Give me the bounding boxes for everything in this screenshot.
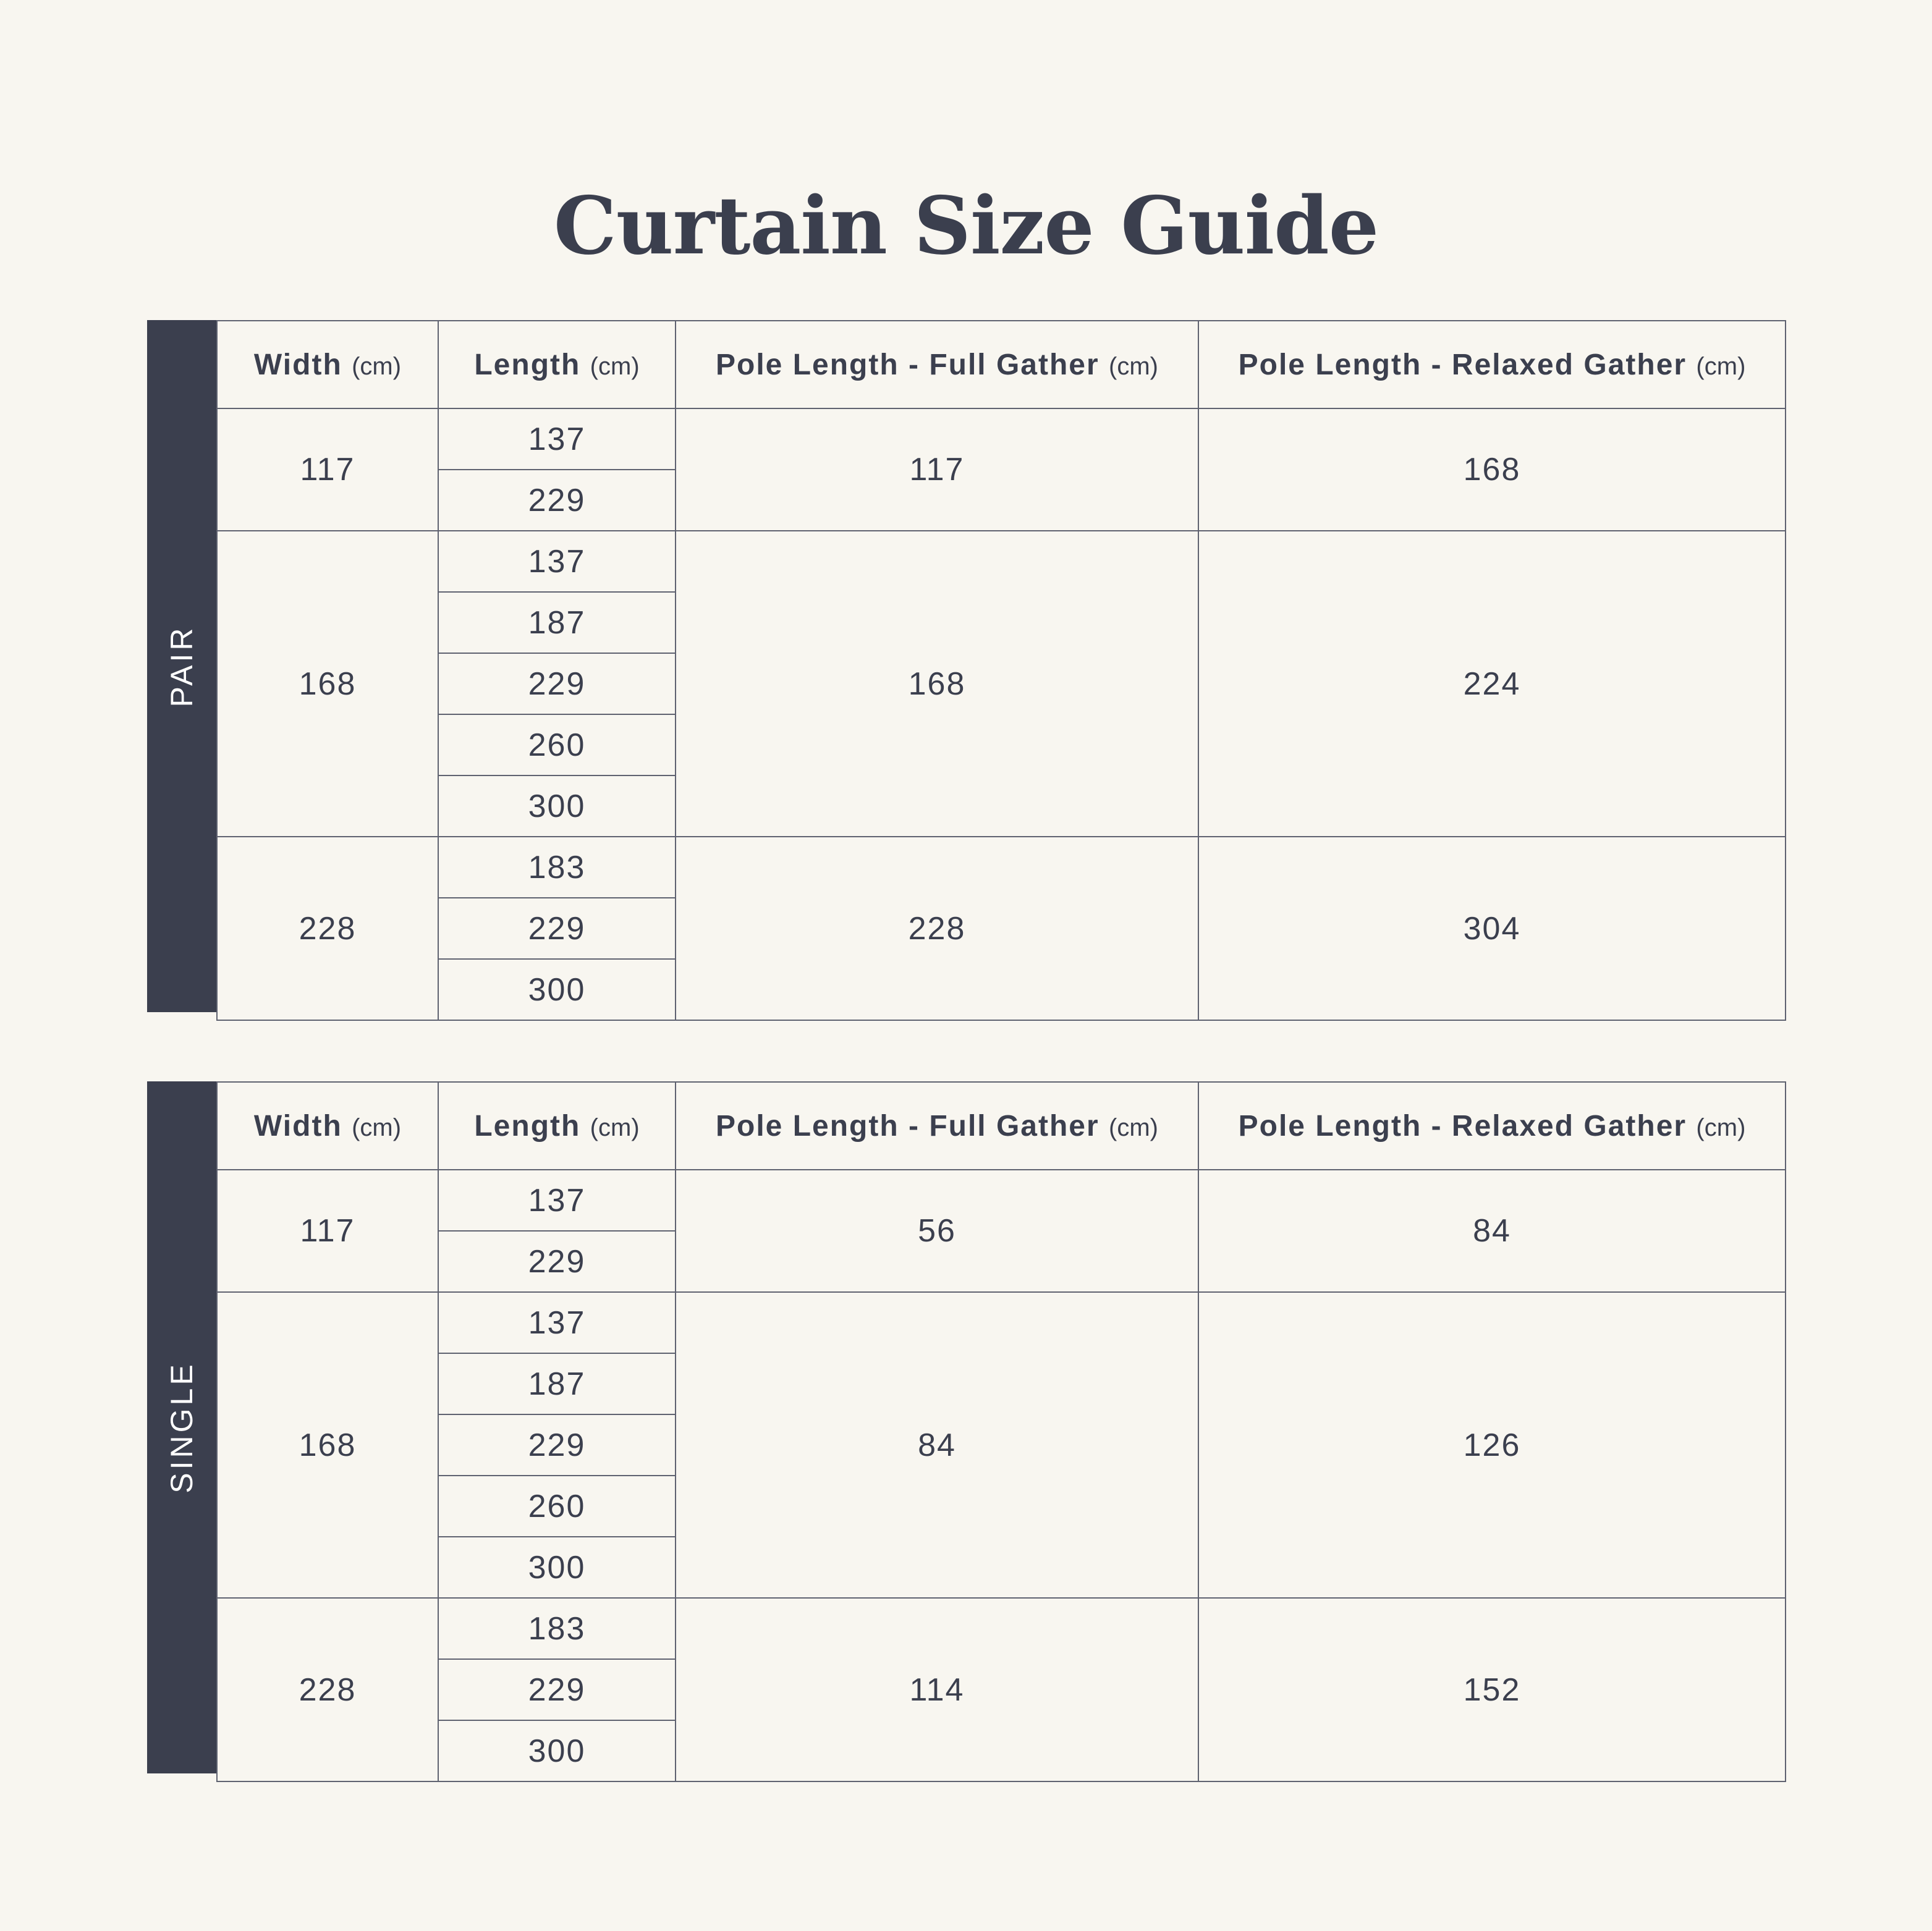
length-cell: 300 [438, 1720, 676, 1781]
section-label: SINGLE [164, 1361, 199, 1494]
full-gather-cell: 117 [676, 408, 1198, 531]
unit-label: (cm) [352, 1113, 402, 1141]
relaxed-gather-cell: 152 [1198, 1598, 1786, 1781]
relaxed-gather-column-header [1198, 321, 1786, 408]
full-gather-column-header [676, 321, 1198, 408]
pair-section [147, 320, 1785, 1012]
header-label: Length [474, 348, 581, 381]
relaxed-gather-cell: 224 [1198, 531, 1786, 837]
pair-size-table [216, 320, 1786, 1021]
unit-label: (cm) [1109, 1113, 1158, 1141]
length-column-header [438, 1082, 676, 1170]
length-cell: 260 [438, 1476, 676, 1537]
length-cell: 187 [438, 1353, 676, 1414]
length-cell: 183 [438, 837, 676, 898]
width-cell: 168 [217, 531, 438, 837]
relaxed-gather-cell: 168 [1198, 408, 1786, 531]
table-row [217, 1598, 1786, 1659]
length-cell: 137 [438, 408, 676, 470]
length-cell: 229 [438, 653, 676, 714]
header-row [217, 1082, 1786, 1170]
width-cell: 117 [217, 1170, 438, 1292]
header-label: Length [474, 1109, 581, 1143]
relaxed-gather-cell: 126 [1198, 1292, 1786, 1598]
table-row [217, 1170, 1786, 1231]
width-column-header [217, 1082, 438, 1170]
section-label: PAIR [164, 625, 199, 708]
length-cell: 137 [438, 1292, 676, 1353]
length-cell: 137 [438, 531, 676, 592]
length-cell: 137 [438, 1170, 676, 1231]
length-cell: 183 [438, 1598, 676, 1659]
length-cell: 300 [438, 1537, 676, 1598]
length-cell: 229 [438, 470, 676, 531]
header-label: Pole Length - Full Gather [716, 348, 1099, 381]
unit-label: (cm) [590, 1113, 640, 1141]
full-gather-cell: 168 [676, 531, 1198, 837]
unit-label: (cm) [1696, 1113, 1746, 1141]
header-label: Width [253, 1109, 342, 1143]
header-label: Pole Length - Relaxed Gather [1238, 348, 1687, 381]
width-cell: 117 [217, 408, 438, 531]
length-cell: 229 [438, 1659, 676, 1720]
table-row [217, 531, 1786, 592]
relaxed-gather-cell: 304 [1198, 837, 1786, 1020]
width-cell: 228 [217, 837, 438, 1020]
header-label: Width [253, 348, 342, 381]
single-size-table [216, 1081, 1786, 1782]
section-side-bar [147, 320, 216, 1012]
single-section [147, 1081, 1785, 1773]
length-column-header [438, 321, 676, 408]
page-title: Curtain Size Guide [553, 179, 1379, 273]
length-cell: 187 [438, 592, 676, 653]
width-column-header [217, 321, 438, 408]
full-gather-cell: 84 [676, 1292, 1198, 1598]
section-side-bar [147, 1081, 216, 1773]
unit-label: (cm) [590, 352, 640, 380]
width-cell: 168 [217, 1292, 438, 1598]
full-gather-cell: 114 [676, 1598, 1198, 1781]
length-cell: 229 [438, 1414, 676, 1476]
table-row [217, 837, 1786, 898]
length-cell: 229 [438, 898, 676, 959]
relaxed-gather-cell: 84 [1198, 1170, 1786, 1292]
table-row [217, 408, 1786, 470]
full-gather-cell: 56 [676, 1170, 1198, 1292]
full-gather-column-header [676, 1082, 1198, 1170]
header-label: Pole Length - Full Gather [716, 1109, 1099, 1143]
length-cell: 260 [438, 714, 676, 775]
length-cell: 300 [438, 959, 676, 1020]
header-row [217, 321, 1786, 408]
unit-label: (cm) [1696, 352, 1746, 380]
unit-label: (cm) [352, 352, 402, 380]
relaxed-gather-column-header [1198, 1082, 1786, 1170]
table-row [217, 1292, 1786, 1353]
width-cell: 228 [217, 1598, 438, 1781]
length-cell: 300 [438, 775, 676, 837]
header-label: Pole Length - Relaxed Gather [1238, 1109, 1687, 1143]
unit-label: (cm) [1109, 352, 1158, 380]
full-gather-cell: 228 [676, 837, 1198, 1020]
length-cell: 229 [438, 1231, 676, 1292]
